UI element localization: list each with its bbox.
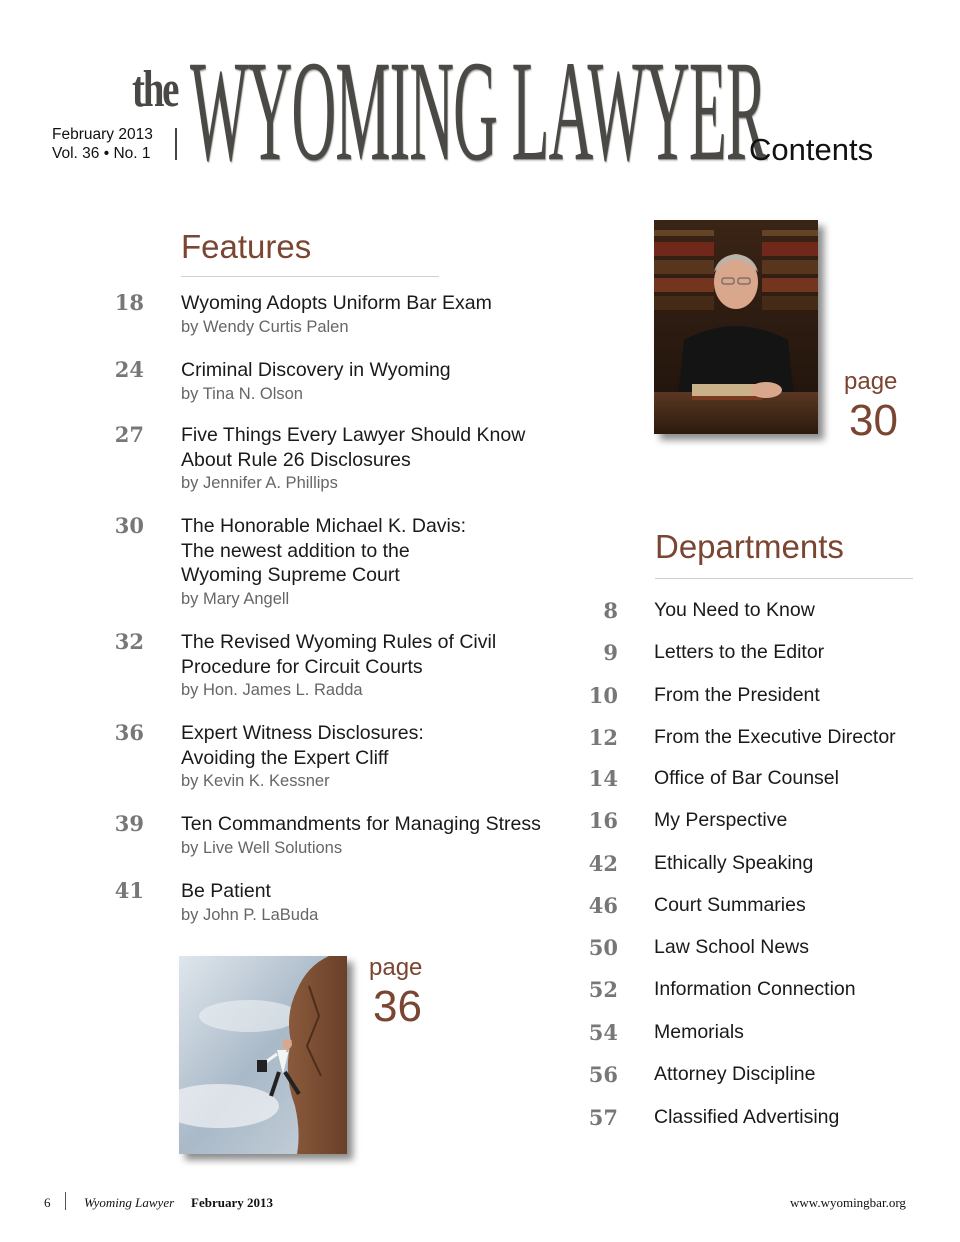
footer-publication: Wyoming Lawyer <box>84 1195 175 1210</box>
features-rule <box>181 276 439 277</box>
cliff-jumper-image <box>179 956 347 1154</box>
feature-byline: by Live Well Solutions <box>181 838 343 857</box>
feature-page-number: 24 <box>114 357 144 382</box>
departments-rule <box>655 578 913 579</box>
feature-item[interactable] <box>181 721 571 791</box>
department-page-number: 12 <box>588 725 618 750</box>
feature-title-line: Avoiding the Expert Cliff <box>181 746 389 769</box>
feature-item[interactable] <box>181 423 571 493</box>
feature-title-line: The Honorable Michael K. Davis: <box>181 515 467 537</box>
masthead-title: WYOMING LAWYER <box>190 32 767 191</box>
department-title[interactable]: Ethically Speaking <box>654 852 814 874</box>
feature-page-number: 18 <box>114 290 144 315</box>
feature-item[interactable] <box>181 812 571 858</box>
feature-title-line: Criminal Discovery in Wyoming <box>181 359 451 381</box>
department-page-number: 50 <box>588 935 618 960</box>
masthead-the: the <box>132 61 178 118</box>
department-page-number: 54 <box>588 1020 618 1045</box>
department-page-number: 14 <box>588 766 618 791</box>
department-title[interactable]: Memorials <box>654 1021 744 1043</box>
feature-page-number: 41 <box>114 878 144 903</box>
feature-page-number: 39 <box>114 811 144 836</box>
department-title[interactable]: My Perspective <box>654 809 788 831</box>
department-title[interactable]: From the Executive Director <box>654 726 896 748</box>
feature-byline: by Jennifer A. Phillips <box>181 474 338 492</box>
department-page-number: 8 <box>603 598 618 623</box>
departments-heading: Departments <box>655 528 844 565</box>
feature-title-line: Be Patient <box>181 880 271 902</box>
department-title[interactable]: Attorney Discipline <box>654 1063 816 1085</box>
feature-page-number: 30 <box>114 513 144 538</box>
department-title[interactable]: Office of Bar Counsel <box>654 767 839 789</box>
cliff-page-label: page <box>369 954 423 981</box>
department-page-number: 52 <box>588 977 618 1002</box>
feature-title-line: Procedure for Circuit Courts <box>181 655 423 678</box>
feature-item[interactable] <box>181 879 571 925</box>
department-title[interactable]: From the President <box>654 684 820 706</box>
department-page-number: 57 <box>588 1105 618 1130</box>
footer-website[interactable]: www.wyomingbar.org <box>790 1195 906 1210</box>
feature-page-number: 32 <box>114 629 144 654</box>
department-page-number: 46 <box>588 893 618 918</box>
feature-item[interactable] <box>181 630 571 700</box>
feature-title-line: The Revised Wyoming Rules of Civil <box>181 631 497 653</box>
feature-byline: by Hon. James L. Radda <box>181 681 363 699</box>
judge-page-label: page <box>844 368 898 395</box>
feature-item[interactable] <box>181 514 571 609</box>
feature-byline: by John P. LaBuda <box>181 905 319 924</box>
feature-page-number: 27 <box>114 422 144 447</box>
judge-portrait-image <box>654 220 818 434</box>
department-title[interactable]: Information Connection <box>654 978 856 1000</box>
issue-date: February 2013 <box>52 126 153 143</box>
cliff-photo <box>179 956 347 1154</box>
judge-photo <box>654 220 818 434</box>
footer-divider <box>65 1192 66 1210</box>
footer-page-number: 6 <box>44 1195 51 1210</box>
feature-page-number: 36 <box>114 720 144 745</box>
department-page-number: 10 <box>588 683 618 708</box>
feature-byline: by Tina N. Olson <box>181 384 303 403</box>
header-divider <box>175 128 177 160</box>
feature-item[interactable] <box>181 291 571 337</box>
feature-title-line: Wyoming Supreme Court <box>181 564 400 586</box>
feature-title-line: Wyoming Adopts Uniform Bar Exam <box>181 292 492 314</box>
feature-title-line: Five Things Every Lawyer Should Know <box>181 424 526 446</box>
feature-title-line: The newest addition to the <box>181 539 410 562</box>
feature-byline: by Kevin K. Kessner <box>181 772 330 790</box>
department-title[interactable]: Court Summaries <box>654 894 806 916</box>
department-title[interactable]: Law School News <box>654 936 809 958</box>
judge-page-number: 30 <box>849 396 898 445</box>
features-heading: Features <box>181 228 312 265</box>
feature-byline: by Mary Angell <box>181 589 290 608</box>
department-page-number: 42 <box>588 851 618 876</box>
issue-info <box>52 125 153 163</box>
footer-date: February 2013 <box>191 1195 273 1210</box>
department-title[interactable]: Classified Advertising <box>654 1106 840 1128</box>
department-page-number: 16 <box>588 808 618 833</box>
department-title[interactable]: Letters to the Editor <box>654 641 825 663</box>
cliff-page-number: 36 <box>373 982 422 1031</box>
department-title[interactable]: You Need to Know <box>654 599 815 621</box>
feature-title-line: Expert Witness Disclosures: <box>181 722 424 744</box>
department-page-number: 56 <box>588 1062 618 1087</box>
feature-title-line: Ten Commandments for Managing Stress <box>181 813 541 835</box>
feature-item[interactable] <box>181 358 571 404</box>
department-page-number: 9 <box>603 640 618 665</box>
feature-byline: by Wendy Curtis Palen <box>181 317 349 336</box>
contents-label: Contents <box>749 132 874 167</box>
feature-title-line: About Rule 26 Disclosures <box>181 448 411 471</box>
issue-volume: Vol. 36 • No. 1 <box>52 145 151 162</box>
